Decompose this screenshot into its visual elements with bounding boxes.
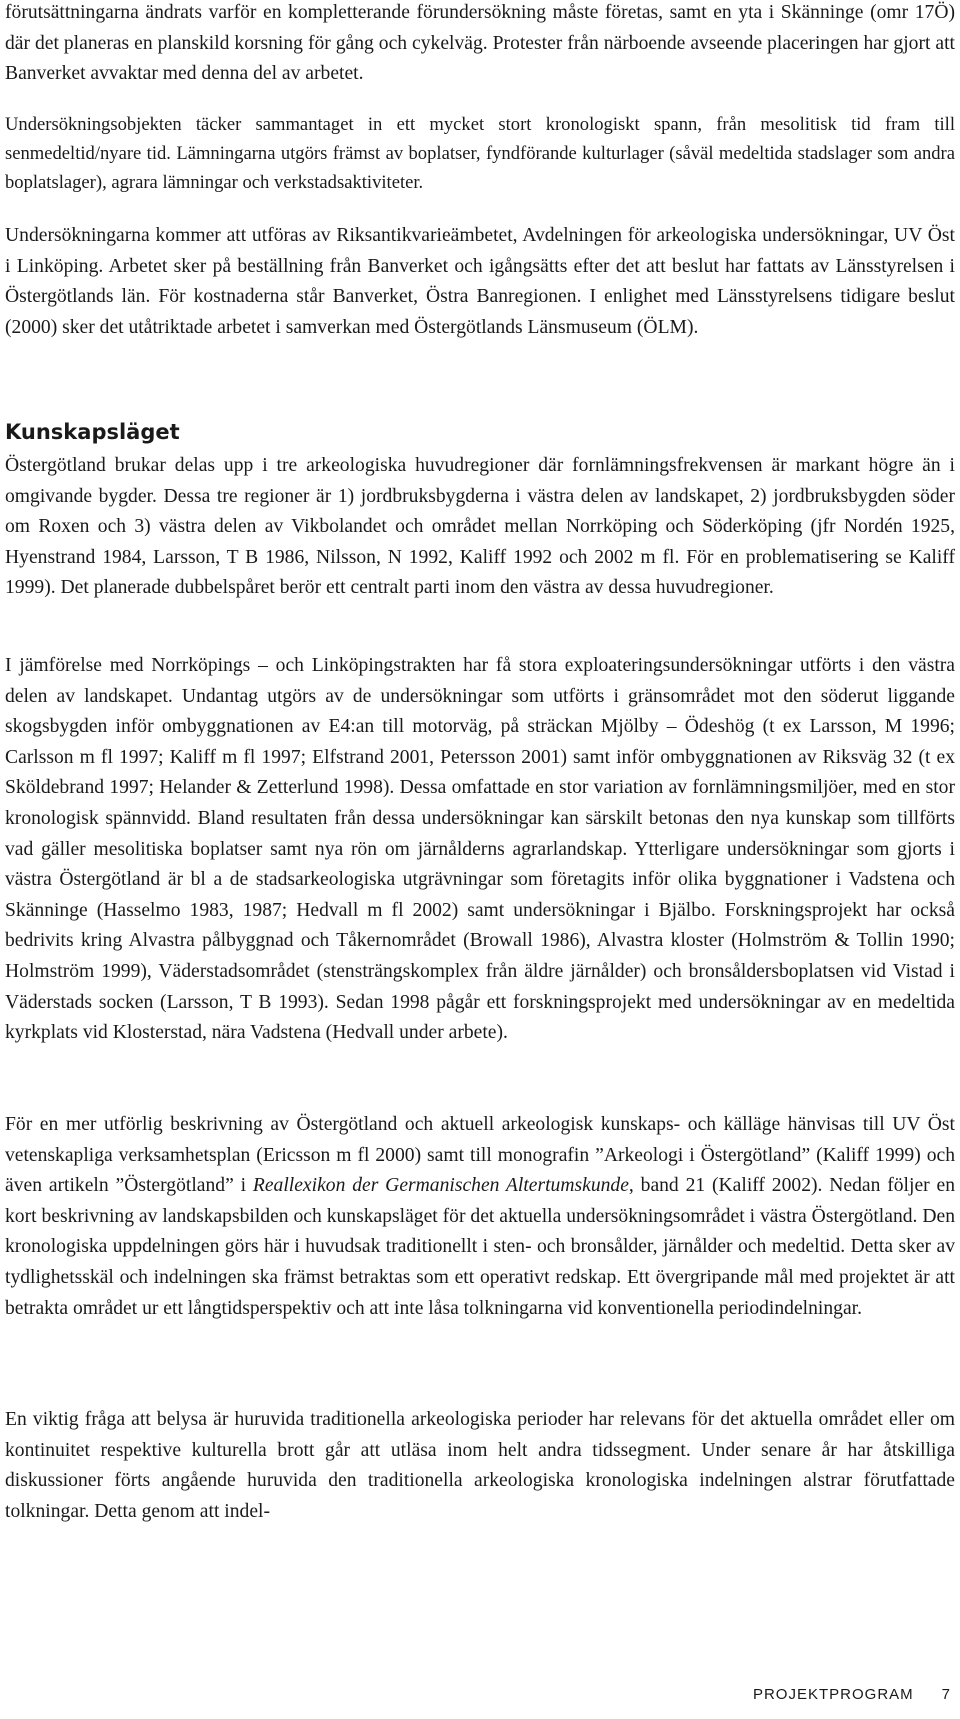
paragraph-intro-continued: förutsättningarna ändrats varför en kompletterande förundersökning måste företas, samt en yta i Skänninge (omr 17Ö) där det planeras en planskild korsning för gång och cykelväg. Protester från närboende avseende placeringen har gjort att Banverket avvaktar med denna del av arbetet. (5, 2, 955, 85)
paragraph-comparison: I jämförelse med Norrköpings – och Linköpingstrakten har få stora exploateringsundersökningar utförts i den västra delen av landskapet. Undantag utgörs av de undersökningar som utförts i gränsområdet mot den söderut liggande skogsbygden inför ombyggnationen av E4:an till motorväg, på sträckan Mjölby – Ödeshög (t ex Larsson, M 1996; Carlsson m fl 1997; Kaliff m fl 1997; Elfstrand 2001, Petersson 2001) samt inför ombyggnationen av Riksväg 32 (t ex Sköldebrand 1997; Helander & Zetterlund 1998). Dessa omfattade en stor variation av fornlämningsmiljöer, med en stor kronologisk spännvidd. Bland resultaten från dessa undersökningar kan särskilt betonas den nya kunskap som tillförts vad gäller mesolitiska boplatser samt nya rön om järnålderns agrarlandskap. Ytterligare undersökningar som gjorts i västra Östergötland är bl a de stadsarkeologiska utgrävningar som företagits inför olika byggnationer i Vadstena och Skänninge (Hasselmo 1983, 1987; Hedvall m fl 2002) samt undersökningar i Bjälbo. Forskningsprojekt har också bedrivits kring Alvastra pålbyggnad och Tåkernområdet (Browall 1986), Alvastra kloster (Holmström & Tollin 1990; Holmström 1999), Väderstadsområdet (stensträngskomplex från äldre järnålder) och bronsåldersboplatsen vid Vistad i Väderstads socken (Larsson, T B 1993). Sedan 1998 pågår ett forskningsprojekt med undersökningar av en medeltida kyrkplats vid Klosterstad, nära Vadstena (Hedvall under arbete). (5, 655, 955, 1044)
paragraph-regions: Östergötland brukar delas upp i tre arkeologiska huvudregioner där fornlämningsfrekvensen är markant högre än i omgivande bygder. Dessa tre regioner är 1) jordbruksbygderna i västra delen av landskapet, 2) jordbruksbygden söder om Roxen och 3) västra delen av Vikbolandet och området mellan Norrköping och Söderköping (jfr Nordén 1925, Hyenstrand 1984, Larsson, T B 1986, Nilsson, N 1992, Kaliff 1992 och 2002 m fl. För en problematisering se Kaliff 1999). Det planerade dubbelspåret berör ett centralt parti inom den västra av dessa huvudregioner. (5, 455, 955, 599)
italic-title-reallexikon: Reallexikon der Germanischen Altertumskunde (252, 1175, 629, 1197)
paragraph-text-part: , band 21 (Kaliff 2002). Nedan följer en kort beskrivning av landskapsbilden och kunskapsläget för det aktuella undersökningsområdet i västra Östergötland. Den kronologiska uppdelningen görs här i huvudsak traditionellt i sten- och bronsålder, järnålder och medeltid. Detta sker av tydlighetsskäl och indelningen ska främst betraktas som ett operativt redskap. Ett övergripande mål med projektet är att betrakta området ur ett långtidsperspektiv och att inte låsa tolkningarna vid konventionella periodindelningar. (5, 1175, 955, 1319)
footer-label: PROJEKTPROGRAM (752, 1686, 914, 1703)
paragraph-text-part: För en mer utförlig beskrivning av Östergötland och aktuell arkeologisk kunskaps- och källäge hänvisas till UV Öst vetenskapliga verksamhetsplan (Ericsson m fl 2000) samt till monografin ”Arkeologi i Östergötland” (Kaliff 1999) och även artikeln ”Östergötland” i (5, 1114, 955, 1197)
section-heading-kunskapslaget: Kunskapsläget (5, 420, 180, 444)
page-footer (753, 1686, 950, 1703)
page-number: 7 (941, 1686, 950, 1703)
paragraph-further-description (5, 1110, 955, 1324)
paragraph-investigation-execution: Undersökningarna kommer att utföras av Riksantikvarieämbetet, Avdelningen för arkeologiska undersökningar, UV Öst i Linköping. Arbetet sker på beställning från Banverket och igångsätts efter det att beslut har fattats av Länsstyrelsen i Östergötlands län. För kostnaderna står Banverket, Östra Banregionen. I enlighet med Länsstyrelsens tidigare beslut (2000) sker det utåtriktade arbetet i samverkan med Östergötlands Länsmuseum (ÖLM). (5, 225, 955, 338)
paragraph-important-question: En viktig fråga att belysa är huruvida traditionella arkeologiska perioder har relevans för det aktuella området eller om kontinuitet respektive kulturella brott går att utläsa inom helt andra tidssegment. Under senare år har åtskilliga diskussioner förts angående huruvida den traditionella arkeologiska kronologiska indelningen alstrar förutfattade tolkningar. Detta genom att indel- (5, 1409, 955, 1522)
paragraph-investigation-objects: Undersökningsobjekten täcker sammantaget in ett mycket stort kronologiskt spann, från mesolitisk tid fram till senmedeltid/nyare tid. Lämningarna utgörs främst av boplatser, fyndförande kulturlager (såväl medeltida stadslager som andra boplatslager), agrara lämningar och verkstadsaktiviteter. (5, 114, 955, 193)
